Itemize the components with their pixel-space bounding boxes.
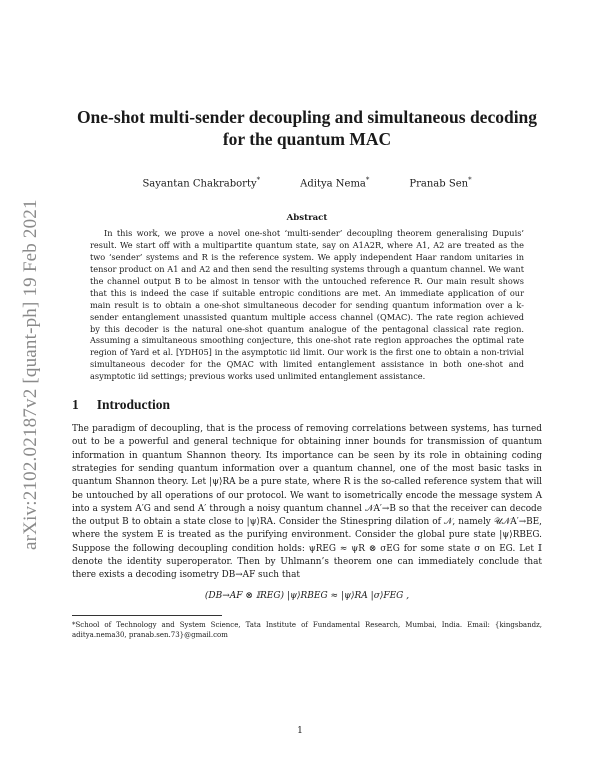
equation: (DB→AF ⊗ 𝕀REG) |ψ⟩RBEG ≈ |ψ⟩RA |σ⟩FEG , [204, 590, 410, 601]
section-heading [72, 397, 542, 413]
footnote-rule [72, 615, 222, 616]
author: Sayantan Chakraborty* [142, 176, 261, 190]
section-number: 1 [72, 397, 79, 413]
paper-page [72, 100, 542, 640]
intro-paragraph: The paradigm of decoupling, that is the process of removing correlations between systems, has turned out to be a powerful and general technique for obtaining inner bounds for transmission of quantum information in quantum Shannon theory. Its importance can be seen by its role in obtaining coding strategies for sending quantum information over a quantum channel, one of the most basic tasks in quantum Shannon theory. Let |ψ⟩RA be a pure state, where R is the so-called reference system that will be untouched by all operations of our protocol. We want to isometrically encode the message system A into a system A′G and send A′ through a noisy quantum channel 𝒩A′→B so that the receiver can decode the output B to obtain a state close to |ψ⟩RA. Consider the Stinespring dilation of 𝒩, namely 𝒰𝒩A′→BE, where the system E is treated as the purifying environment. Consider the global pure state |ψ⟩RBEG. Suppose the following decoupling condition holds: ψREG ≈ ψR ⊗ σEG for some state σ on EG. Let 𝕀 denote the identity superoperator. Then by Uhlmann’s theorem one can immediately conclude that there exists a decoding isometry DB→AF such that [72, 424, 542, 581]
author-list [72, 176, 542, 189]
paper-title: One-shot multi-sender decoupling and simultaneous decoding for the quantum MAC [76, 107, 538, 149]
page-number: 1 [297, 726, 303, 736]
footnote: *School of Technology and System Science, Tata Institute of Fundamental Research, Mumbai, India. Email: {kingsbandz, aditya.nema30, pranab.sen.73}@gmail.com [72, 620, 542, 639]
author: Aditya Nema* [300, 176, 370, 190]
abstract-text: In this work, we prove a novel one-shot ‘multi-sender’ decoupling theorem generalising Dupuis’ result. We start off with a multipartite quantum state, say on A1A2R, where A1, A2 are treated as the two ‘sender’ systems and R is the reference system. We apply independent Haar random unitaries in tensor product on A1 and A2 and then send the resulting systems through a quantum channel. We want the channel output B to be almost in tensor with the untouched reference R. Our main result shows that this is indeed the case if suitable entropic conditions are met. An immediate application of our main result is to obtain a one-shot simultaneous decoder for sending quantum information over a k-sender entanglement unassisted quantum multiple access channel (QMAC). The rate region achieved by this decoder is the natural one-shot quantum analogue of the pentagonal classical rate region. Assuming a simultaneous smoothing conjecture, this one-shot rate region approaches the optimal rate region of Yard et al. [YDH05] in the asymptotic iid limit. Our work is the first one to obtain a non-trivial simultaneous decoder for the QMAC with limited entanglement assistance in both one-shot and asymptotic iid settings; previous works used unlimited entanglement assistance. [90, 228, 524, 382]
arxiv-identifier: arXiv:2102.02187v2 [quant-ph] 19 Feb 2021 [20, 199, 41, 550]
author: Pranab Sen* [409, 176, 472, 190]
abstract-heading: Abstract [286, 213, 328, 224]
section-title: Introduction [96, 397, 171, 413]
